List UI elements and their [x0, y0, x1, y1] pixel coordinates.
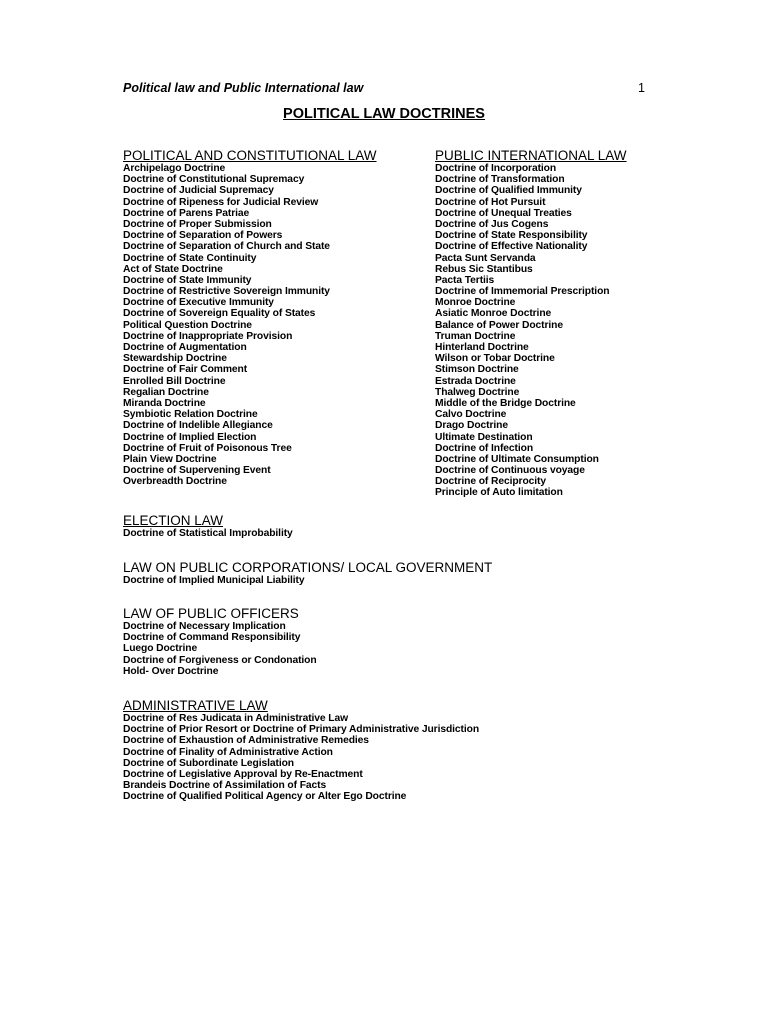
doctrine-item: Stewardship Doctrine: [123, 353, 227, 365]
doctrine-item: Plain View Doctrine: [123, 453, 217, 465]
doctrine-item: Doctrine of Hot Pursuit: [435, 196, 546, 208]
section-election-law: [123, 513, 293, 539]
doctrine-item: Doctrine of Sovereign Equality of States: [123, 308, 316, 320]
doctrine-item: Regalian Doctrine: [123, 386, 209, 398]
doctrine-item: Brandeis Doctrine of Assimilation of Facts: [123, 780, 327, 792]
doctrine-item: Doctrine of Subordinate Legislation: [123, 757, 294, 769]
doctrine-item: Pacta Tertiis: [435, 274, 495, 286]
doctrine-item: Doctrine of Incorporation: [435, 163, 557, 174]
section-political-constitutional-law: [123, 148, 377, 487]
doctrine-item: Wilson or Tobar Doctrine: [435, 353, 555, 365]
doctrine-item: Hinterland Doctrine: [435, 342, 529, 353]
doctrine-item: Doctrine of Command Responsibility: [123, 632, 301, 644]
doctrine-item: Doctrine of Qualified Political Agency or Alter Ego Doctrine: [123, 791, 407, 803]
doctrine-item: Doctrine of Inappropriate Provision: [123, 330, 293, 342]
running-header-title: Political law and Public International law: [123, 81, 364, 95]
doctrine-item: Doctrine of Implied Municipal Liability: [123, 575, 305, 586]
section-administrative-law: [123, 698, 479, 803]
doctrine-list: [123, 575, 492, 586]
section-heading: PUBLIC INTERNATIONAL LAW: [435, 148, 627, 163]
page-number: 1: [638, 81, 645, 95]
doctrine-item: Doctrine of Separation of Powers: [123, 230, 283, 242]
doctrine-item: Symbiotic Relation Doctrine: [123, 409, 258, 421]
doctrine-item: Estrada Doctrine: [435, 375, 516, 387]
doctrine-item: Overbreadth Doctrine: [123, 476, 227, 488]
doctrine-item: Monroe Doctrine: [435, 297, 516, 309]
doctrine-item: Doctrine of Prior Resort or Doctrine of Primary Administrative Jurisdiction: [123, 724, 480, 736]
doctrine-item: Doctrine of Immemorial Prescription: [435, 286, 610, 298]
doctrine-item: Hold- Over Doctrine: [123, 665, 219, 677]
document-title: POLITICAL LAW DOCTRINES: [283, 106, 485, 122]
doctrine-item: Drago Doctrine: [435, 420, 508, 432]
doctrine-item: Doctrine of Transformation: [435, 174, 565, 186]
doctrine-item: Pacta Sunt Servanda: [435, 252, 536, 264]
doctrine-item: Political Question Doctrine: [123, 319, 252, 331]
doctrine-item: Ultimate Destination: [435, 431, 533, 443]
doctrine-list: [435, 163, 627, 499]
doctrine-item: Doctrine of Restrictive Sovereign Immunity: [123, 286, 330, 298]
section-heading: ELECTION LAW: [123, 513, 224, 528]
section-heading: POLITICAL AND CONSTITUTIONAL LAW: [123, 148, 377, 163]
doctrine-item: Doctrine of Forgiveness or Condonation: [123, 654, 317, 666]
doctrine-item: Doctrine of Res Judicata in Administrative Law: [123, 713, 349, 724]
doctrine-item: Doctrine of Separation of Church and State: [123, 241, 330, 253]
doctrine-item: Doctrine of Implied Election: [123, 431, 257, 443]
doctrine-item: Doctrine of Fruit of Poisonous Tree: [123, 442, 292, 454]
doctrine-item: Doctrine of Qualified Immunity: [435, 185, 582, 197]
doctrine-item: Enrolled Bill Doctrine: [123, 375, 226, 387]
doctrine-item: Principle of Auto limitation: [435, 487, 563, 499]
doctrine-item: Doctrine of Continuous voyage: [435, 465, 585, 477]
doctrine-item: Doctrine of Reciprocity: [435, 476, 546, 488]
doctrine-item: Doctrine of Effective Nationality: [435, 241, 588, 253]
section-heading: LAW ON PUBLIC CORPORATIONS/ LOCAL GOVERNMENT: [123, 560, 493, 575]
doctrine-list: [123, 713, 479, 803]
doctrine-item: Luego Doctrine: [123, 643, 198, 655]
doctrine-list: [123, 163, 377, 487]
section-public-international-law: [435, 148, 627, 499]
doctrine-item: Doctrine of Executive Immunity: [123, 297, 274, 309]
doctrine-item: Archipelago Doctrine: [123, 163, 226, 174]
section-heading: ADMINISTRATIVE LAW: [123, 698, 268, 713]
doctrine-list: [123, 621, 317, 677]
doctrine-item: Doctrine of State Immunity: [123, 274, 252, 286]
doctrine-item: Middle of the Bridge Doctrine: [435, 397, 576, 409]
doctrine-item: Balance of Power Doctrine: [435, 319, 563, 331]
section-public-officers: [123, 606, 317, 677]
doctrine-item: Doctrine of Constitutional Supremacy: [123, 174, 305, 186]
doctrine-item: Truman Doctrine: [435, 330, 516, 342]
doctrine-item: Doctrine of Judicial Supremacy: [123, 185, 274, 197]
doctrine-item: Doctrine of State Continuity: [123, 252, 257, 264]
doctrine-item: Doctrine of Exhaustion of Administrative Remedies: [123, 735, 369, 747]
doctrine-item: Doctrine of Unequal Treaties: [435, 207, 572, 219]
doctrine-item: Doctrine of Indelible Allegiance: [123, 420, 273, 432]
doctrine-item: Doctrine of Statistical Improbability: [123, 528, 293, 539]
doctrine-item: Doctrine of State Responsibility: [435, 230, 588, 242]
section-heading: LAW OF PUBLIC OFFICERS: [123, 606, 299, 621]
doctrine-item: Doctrine of Proper Submission: [123, 218, 272, 230]
doctrine-item: Doctrine of Necessary Implication: [123, 621, 286, 632]
doctrine-item: Doctrine of Finality of Administrative Action: [123, 746, 333, 758]
doctrine-item: Doctrine of Supervening Event: [123, 465, 271, 477]
section-public-corporations: [123, 560, 492, 586]
doctrine-item: Doctrine of Ultimate Consumption: [435, 453, 599, 465]
doctrine-item: Asiatic Monroe Doctrine: [435, 308, 552, 320]
doctrine-item: Stimson Doctrine: [435, 364, 519, 376]
doctrine-item: Rebus Sic Stantibus: [435, 263, 533, 275]
doctrine-item: Doctrine of Infection: [435, 442, 534, 454]
doctrine-item: Miranda Doctrine: [123, 397, 206, 409]
doctrine-item: Doctrine of Jus Cogens: [435, 218, 549, 230]
doctrine-item: Act of State Doctrine: [123, 263, 223, 275]
doctrine-item: Calvo Doctrine: [435, 409, 507, 421]
doctrine-item: Doctrine of Ripeness for Judicial Review: [123, 196, 319, 208]
doctrine-item: Doctrine of Fair Comment: [123, 364, 248, 376]
doctrine-list: [123, 528, 293, 539]
doctrine-item: Doctrine of Legislative Approval by Re-Enactment: [123, 768, 363, 780]
doctrine-item: Doctrine of Parens Patriae: [123, 207, 250, 219]
doctrine-item: Doctrine of Augmentation: [123, 342, 247, 353]
doctrine-item: Thalweg Doctrine: [435, 386, 520, 398]
